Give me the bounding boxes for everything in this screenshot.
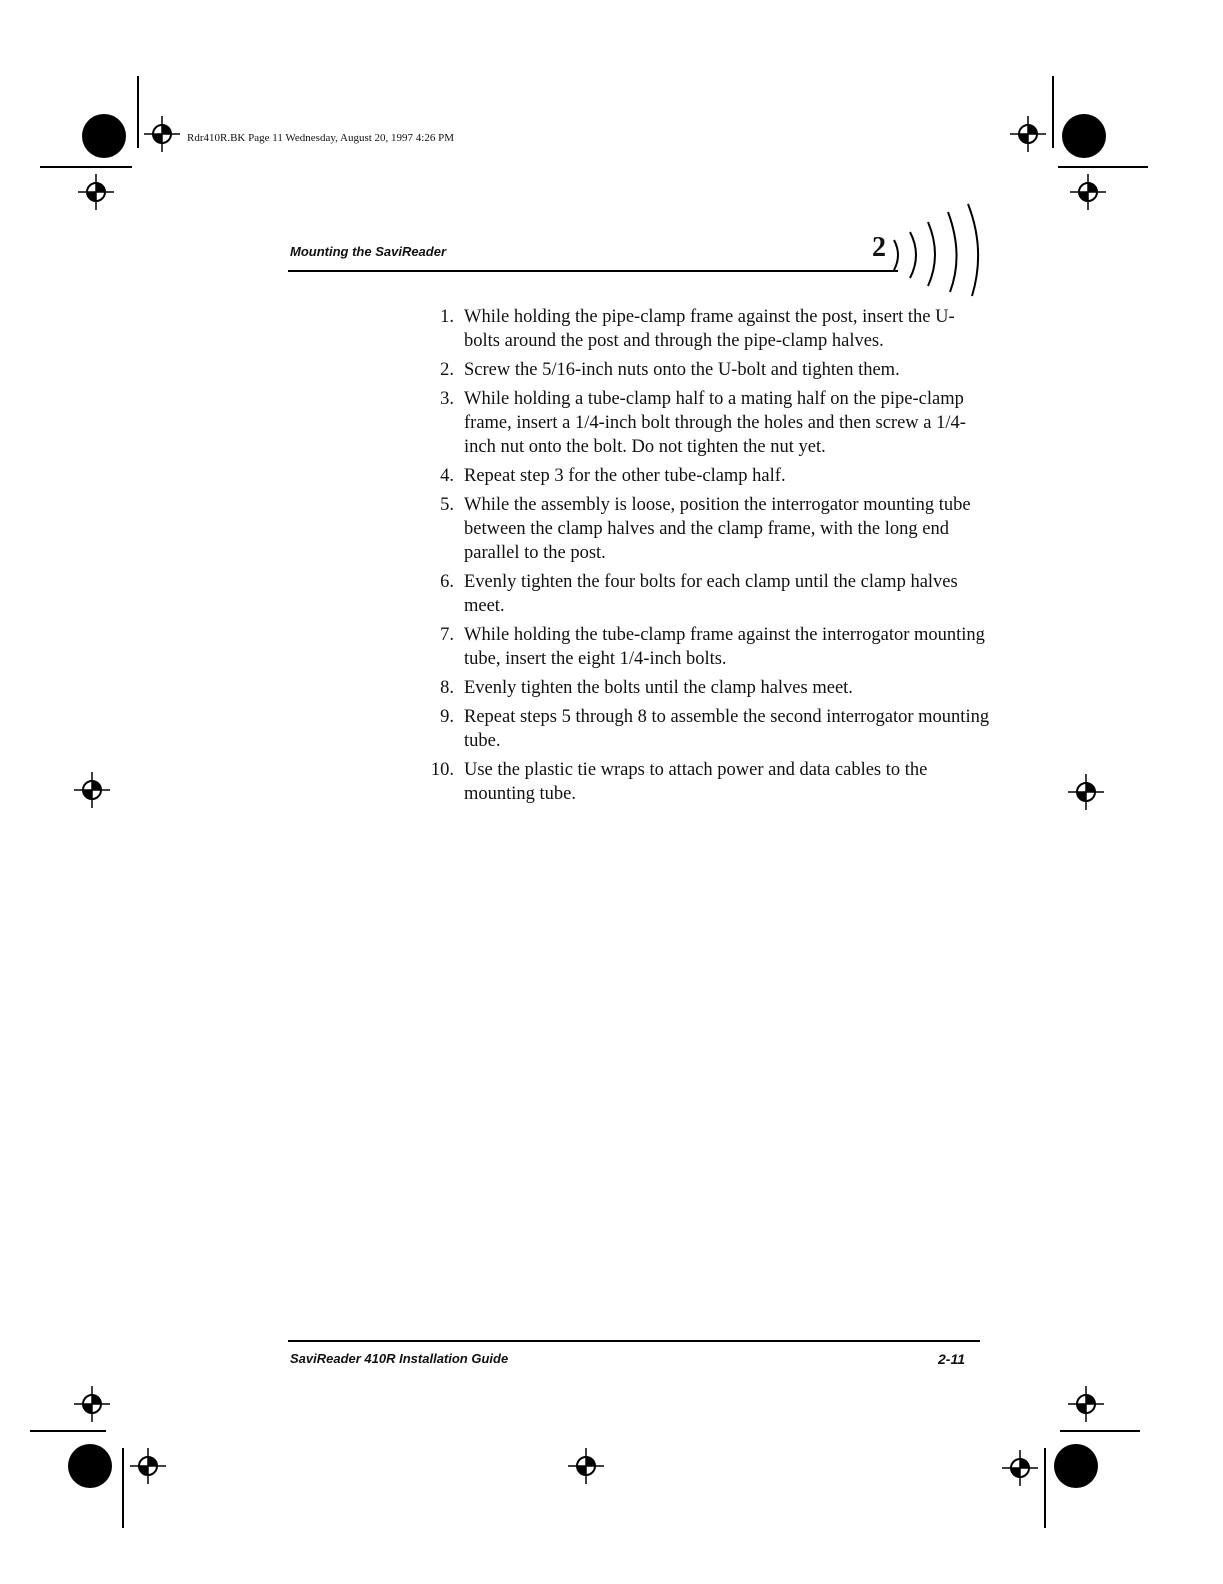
step-number: 1. — [440, 307, 454, 327]
registration-mark-icon — [1066, 772, 1106, 812]
registration-mark-icon — [566, 1446, 606, 1486]
step-text: Repeat step 3 for the other tube-clamp half. — [464, 466, 786, 486]
step-number: 9. — [440, 707, 454, 727]
page-number: 2-11 — [938, 1351, 965, 1367]
step-text: Evenly tighten the bolts until the clamp halves meet. — [464, 678, 853, 698]
step-text: While holding the pipe-clamp frame against the post, insert the U-bolts around the post and through the pipe-clamp halves. — [464, 307, 955, 351]
step-text: While the assembly is loose, position the interrogator mounting tube between the clamp halves and the clamp frame, with the long end parallel to the post. — [464, 495, 971, 563]
printer-dot-icon — [1054, 1444, 1098, 1488]
procedure-steps — [410, 305, 990, 811]
list-item — [410, 705, 990, 753]
step-text: Evenly tighten the four bolts for each clamp until the clamp halves meet. — [464, 572, 958, 616]
list-item — [410, 493, 990, 565]
registration-mark-icon — [1008, 114, 1048, 154]
step-text: Screw the 5/16-inch nuts onto the U-bolt and tighten them. — [464, 360, 900, 380]
crop-line — [1058, 166, 1148, 168]
step-number: 5. — [440, 495, 454, 515]
step-number: 6. — [440, 572, 454, 592]
step-number: 4. — [440, 466, 454, 486]
registration-mark-icon — [72, 1384, 112, 1424]
step-number: 3. — [440, 389, 454, 409]
registration-mark-icon — [128, 1446, 168, 1486]
registration-mark-icon — [142, 114, 182, 154]
step-number: 7. — [440, 625, 454, 645]
printer-dot-icon — [82, 114, 126, 158]
list-item — [410, 570, 990, 618]
step-text: Repeat steps 5 through 8 to assemble the second interrogator mounting tube. — [464, 707, 990, 751]
header-rule — [288, 270, 898, 272]
footer-rule — [288, 1340, 980, 1342]
printer-dot-icon — [68, 1444, 112, 1488]
list-item — [410, 358, 990, 382]
crop-line — [30, 1430, 106, 1432]
chapter-number: 2 — [872, 232, 886, 263]
crop-line — [1044, 1448, 1046, 1528]
step-number: 10. — [430, 760, 454, 780]
step-text: While holding the tube-clamp frame against the interrogator mounting tube, insert the eight 1/4-inch bolts. — [464, 625, 985, 669]
registration-mark-icon — [1000, 1448, 1040, 1488]
list-item — [410, 387, 990, 459]
crop-line — [137, 76, 139, 148]
step-text: While holding a tube-clamp half to a mating half on the pipe-clamp frame, insert a 1/4-inch bolt through the holes and then screw a 1/4-inch nut onto the bolt. Do not tighten the nut yet. — [464, 389, 966, 457]
signal-waves-icon — [888, 200, 988, 300]
registration-mark-icon — [76, 172, 116, 212]
print-slug: Rdr410R.BK Page 11 Wednesday, August 20, 1997 4:26 PM — [187, 132, 454, 144]
step-number: 8. — [440, 678, 454, 698]
registration-mark-icon — [72, 770, 112, 810]
crop-line — [122, 1448, 124, 1528]
registration-mark-icon — [1068, 172, 1108, 212]
crop-line — [1052, 76, 1054, 148]
list-item — [410, 758, 990, 806]
crop-line — [1060, 1430, 1140, 1432]
running-header: Mounting the SaviReader — [290, 244, 447, 259]
list-item — [410, 305, 990, 353]
crop-line — [40, 166, 132, 168]
step-number: 2. — [440, 360, 454, 380]
footer-title: SaviReader 410R Installation Guide — [290, 1351, 509, 1366]
step-text: Use the plastic tie wraps to attach power and data cables to the mounting tube. — [464, 760, 928, 804]
list-item — [410, 623, 990, 671]
printer-dot-icon — [1062, 114, 1106, 158]
list-item — [410, 676, 990, 700]
list-item — [410, 464, 990, 488]
registration-mark-icon — [1066, 1384, 1106, 1424]
